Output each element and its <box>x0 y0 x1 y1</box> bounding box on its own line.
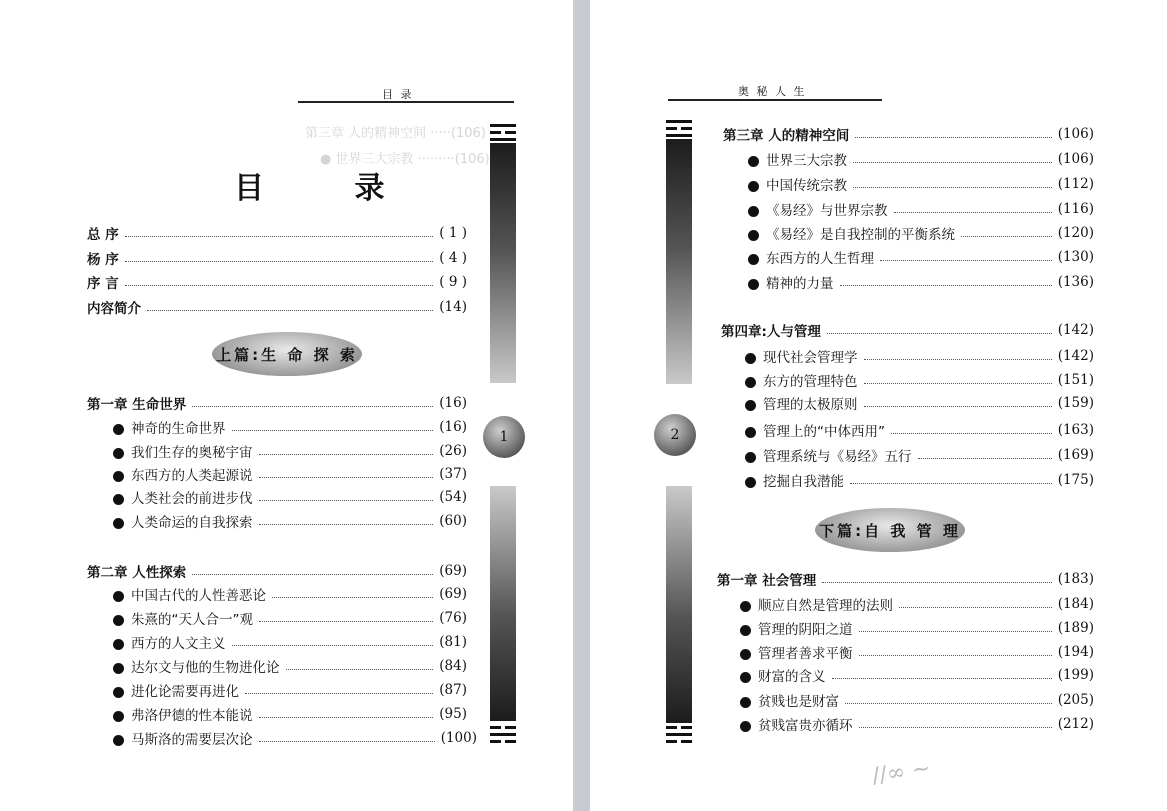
chapter-heading[interactable] <box>721 319 1094 341</box>
part-badge: 下篇:自 我 管 理 <box>815 508 965 552</box>
entry-page: (142) <box>1057 348 1094 364</box>
dot-leader <box>125 261 434 262</box>
toc-entry[interactable] <box>745 345 1094 367</box>
dot-leader <box>880 260 1052 261</box>
entry-label: 顺应自然是管理的法则 <box>758 598 893 614</box>
bullet-icon <box>745 427 756 438</box>
chapter-heading[interactable] <box>87 392 467 414</box>
entry-label: 世界三大宗教 <box>766 153 847 169</box>
dot-leader <box>827 333 1052 334</box>
entry-page: (37) <box>439 466 467 482</box>
bullet-icon <box>113 591 124 602</box>
entry-label: 神奇的生命世界 <box>131 421 226 437</box>
entry-page: (169) <box>1057 447 1094 463</box>
toc-entry[interactable] <box>113 510 467 532</box>
entry-label: 管理者善求平衡 <box>758 646 853 662</box>
dot-leader <box>822 582 1051 583</box>
dot-leader <box>192 406 433 407</box>
dot-leader <box>853 162 1052 163</box>
entry-page: (60) <box>439 513 467 529</box>
bullet-icon <box>740 672 751 683</box>
dot-leader <box>891 433 1052 434</box>
dot-leader <box>864 359 1052 360</box>
entry-label: 挖掘自我潜能 <box>763 474 844 490</box>
bullet-icon <box>113 639 124 650</box>
bullet-icon <box>113 711 124 722</box>
toc-entry[interactable] <box>748 198 1094 220</box>
entry-label: 我们生存的奥秘宇宙 <box>131 445 253 461</box>
toc-entry[interactable] <box>740 641 1094 663</box>
trigram-icon <box>666 120 692 141</box>
entry-page: (81) <box>439 634 467 650</box>
entry-page: (95) <box>439 706 467 722</box>
bullet-icon <box>748 254 759 265</box>
dot-leader <box>147 310 433 311</box>
trigram-icon <box>490 124 516 145</box>
entry-label: 管理上的“中体西用” <box>763 424 885 440</box>
dot-leader <box>259 500 434 501</box>
entry-label: 中国古代的人性善恶论 <box>131 588 266 604</box>
entry-label: 贫贱富贵亦循环 <box>758 718 853 734</box>
toc-entry[interactable] <box>748 246 1094 268</box>
entry-label: 东方的管理特色 <box>763 374 858 390</box>
entry-label: 东西方的人类起源说 <box>131 468 253 484</box>
entry-label: 管理的阴阳之道 <box>758 622 853 638</box>
entry-label: 管理系统与《易经》五行 <box>763 449 912 465</box>
entry-page: ( 9 ) <box>439 274 467 290</box>
bullet-icon <box>113 663 124 674</box>
entry-label: 朱熹的“天人合一”观 <box>131 612 253 628</box>
toc-entry[interactable] <box>113 727 477 749</box>
dot-leader <box>859 655 1052 656</box>
bullet-icon <box>113 471 124 482</box>
entry-label: 西方的人文主义 <box>131 636 226 652</box>
chapter-page: (69) <box>439 563 467 579</box>
entry-label: 内容简介 <box>87 301 141 317</box>
chapter-label: 第三章 人的精神空间 <box>723 128 850 144</box>
bullet-icon <box>740 601 751 612</box>
toc-entry[interactable] <box>113 655 467 677</box>
bullet-icon <box>745 477 756 488</box>
dot-leader <box>259 477 434 478</box>
dot-leader <box>259 621 433 622</box>
entry-page: (14) <box>439 299 467 315</box>
entry-page: (163) <box>1057 422 1094 438</box>
page-number-badge: 2 <box>654 414 696 456</box>
page-number-badge: 1 <box>483 416 525 458</box>
dot-leader <box>855 137 1051 138</box>
toc-entry[interactable] <box>113 679 467 701</box>
entry-label: 东西方的人生哲理 <box>766 251 874 267</box>
chapter-page: (106) <box>1057 126 1094 142</box>
entry-page: (87) <box>439 682 467 698</box>
bullet-icon <box>113 494 124 505</box>
dot-leader <box>125 236 434 237</box>
dot-leader <box>840 285 1052 286</box>
bullet-icon <box>113 615 124 626</box>
bullet-icon <box>748 279 759 290</box>
dot-leader <box>259 454 434 455</box>
dot-leader <box>259 741 435 742</box>
entry-page: (69) <box>439 586 467 602</box>
bullet-icon <box>740 625 751 636</box>
dot-leader <box>850 483 1052 484</box>
bleed-through-text: ● 世界三大宗教 ·········(106) <box>320 152 490 167</box>
toc-entry[interactable] <box>745 419 1094 441</box>
dot-leader <box>232 430 434 431</box>
toc-entry[interactable] <box>748 271 1094 293</box>
dot-leader <box>918 458 1052 459</box>
entry-label: 现代社会管理学 <box>763 350 858 366</box>
toc-entry[interactable] <box>113 583 467 605</box>
toc-entry[interactable] <box>113 631 467 653</box>
toc-entry[interactable] <box>87 296 467 318</box>
chapter-label: 第一章 社会管理 <box>717 573 817 589</box>
toc-entry[interactable] <box>113 607 467 629</box>
bullet-icon <box>748 156 759 167</box>
trigram-icon <box>490 726 516 747</box>
toc-entry[interactable] <box>740 664 1094 686</box>
header-rule <box>298 101 514 103</box>
header-rule <box>668 99 882 101</box>
entry-page: (205) <box>1057 692 1094 708</box>
entry-label: 人类命运的自我探索 <box>131 515 253 531</box>
entry-page: (130) <box>1057 249 1094 265</box>
dot-leader <box>192 574 433 575</box>
entry-page: (175) <box>1057 472 1094 488</box>
entry-page: (189) <box>1057 620 1094 636</box>
toc-entry[interactable] <box>745 469 1094 491</box>
toc-entry[interactable] <box>748 148 1094 170</box>
bullet-icon <box>740 649 751 660</box>
entry-label: 杨 序 <box>87 252 119 268</box>
dot-leader <box>859 631 1052 632</box>
toc-entry[interactable] <box>113 463 467 485</box>
chapter-label: 第二章 人性探索 <box>87 565 187 581</box>
toc-entry[interactable] <box>113 486 467 508</box>
bullet-icon <box>745 400 756 411</box>
bullet-icon <box>745 452 756 463</box>
chapter-page: (142) <box>1057 322 1094 338</box>
entry-page: (26) <box>439 443 467 459</box>
toc-entry[interactable] <box>740 593 1094 615</box>
entry-label: 总 序 <box>87 227 119 243</box>
dot-leader <box>232 645 434 646</box>
bullet-icon <box>748 230 759 241</box>
dot-leader <box>961 236 1052 237</box>
entry-page: ( 4 ) <box>439 250 467 266</box>
entry-label: 序 言 <box>87 276 119 292</box>
toc-entry[interactable] <box>87 271 467 293</box>
dot-leader <box>845 703 1052 704</box>
dot-leader <box>125 285 434 286</box>
entry-page: (120) <box>1057 225 1094 241</box>
pencil-scribble: ∕∕∞ ~ <box>870 756 933 789</box>
entry-label: 《易经》与世界宗教 <box>766 203 888 219</box>
gradient-bar <box>490 486 516 721</box>
bullet-icon <box>745 353 756 364</box>
chapter-label: 第一章 生命世界 <box>87 397 187 413</box>
dot-leader <box>899 607 1052 608</box>
bullet-icon <box>113 448 124 459</box>
dot-leader <box>259 524 434 525</box>
entry-page: (212) <box>1057 716 1094 732</box>
dot-leader <box>832 678 1052 679</box>
chapter-heading[interactable] <box>717 568 1094 590</box>
running-head: 奥 秘 人 生 <box>738 85 807 98</box>
part-badge: 上篇:生 命 探 索 <box>212 332 362 376</box>
toc-entry[interactable] <box>87 247 467 269</box>
chapter-label: 第四章:人与管理 <box>721 324 821 340</box>
toc-entry[interactable] <box>740 689 1094 711</box>
entry-label: 财富的含义 <box>758 669 826 685</box>
dot-leader <box>864 406 1052 407</box>
bullet-icon <box>740 721 751 732</box>
toc-entry[interactable] <box>87 222 467 244</box>
entry-label: 马斯洛的需要层次论 <box>131 732 253 748</box>
entry-page: (106) <box>1057 151 1094 167</box>
entry-label: 人类社会的前进步伐 <box>131 491 253 507</box>
toc-entry[interactable] <box>748 173 1094 195</box>
entry-page: (151) <box>1057 372 1094 388</box>
entry-page: ( 1 ) <box>439 225 467 241</box>
toc-entry[interactable] <box>748 222 1094 244</box>
dot-leader <box>259 717 434 718</box>
toc-entry[interactable] <box>745 369 1094 391</box>
gradient-bar <box>666 139 692 384</box>
bullet-icon <box>748 206 759 217</box>
toc-entry[interactable] <box>745 444 1094 466</box>
dot-leader <box>859 727 1052 728</box>
bullet-icon <box>740 697 751 708</box>
dot-leader <box>853 187 1052 188</box>
bleed-through-text: 第三章 人的精神空间 ·····(106) <box>305 126 486 141</box>
bullet-icon <box>113 424 124 435</box>
left-page <box>0 0 573 811</box>
chapter-page: (183) <box>1057 571 1094 587</box>
right-page <box>590 0 1167 811</box>
entry-label: 管理的太极原则 <box>763 397 858 413</box>
entry-page: (159) <box>1057 395 1094 411</box>
entry-page: (54) <box>439 489 467 505</box>
entry-page: (100) <box>440 730 477 746</box>
entry-page: (112) <box>1057 176 1094 192</box>
entry-label: 贫贱也是财富 <box>758 694 839 710</box>
entry-label: 弗洛伊德的性本能说 <box>131 708 253 724</box>
bullet-icon <box>113 687 124 698</box>
toc-title: 目 录 <box>234 171 425 206</box>
dot-leader <box>864 383 1052 384</box>
toc-entry[interactable] <box>113 416 467 438</box>
gradient-bar <box>666 486 692 723</box>
entry-label: 精神的力量 <box>766 276 834 292</box>
entry-page: (84) <box>439 658 467 674</box>
entry-label: 《易经》是自我控制的平衡系统 <box>766 227 955 243</box>
gradient-bar <box>490 143 516 383</box>
entry-page: (136) <box>1057 274 1094 290</box>
trigram-icon <box>666 726 692 747</box>
dot-leader <box>286 669 434 670</box>
entry-page: (184) <box>1057 596 1094 612</box>
entry-page: (194) <box>1057 644 1094 660</box>
entry-label: 中国传统宗教 <box>766 178 847 194</box>
entry-label: 进化论需要再进化 <box>131 684 239 700</box>
chapter-page: (16) <box>439 395 467 411</box>
bullet-icon <box>745 377 756 388</box>
dot-leader <box>894 212 1052 213</box>
toc-entry[interactable] <box>740 713 1094 735</box>
entry-label: 达尔文与他的生物进化论 <box>131 660 280 676</box>
toc-entry[interactable] <box>113 440 467 462</box>
entry-page: (16) <box>439 419 467 435</box>
chapter-heading[interactable] <box>87 560 467 582</box>
toc-entry[interactable] <box>740 617 1094 639</box>
bullet-icon <box>113 735 124 746</box>
bullet-icon <box>748 181 759 192</box>
toc-entry[interactable] <box>745 392 1094 414</box>
entry-page: (76) <box>439 610 467 626</box>
toc-entry[interactable] <box>113 703 467 725</box>
dot-leader <box>245 693 433 694</box>
dot-leader <box>272 597 433 598</box>
running-head: 目 录 <box>382 88 414 101</box>
chapter-heading[interactable] <box>723 123 1094 145</box>
entry-page: (116) <box>1057 201 1094 217</box>
bullet-icon <box>113 518 124 529</box>
entry-page: (199) <box>1057 667 1094 683</box>
